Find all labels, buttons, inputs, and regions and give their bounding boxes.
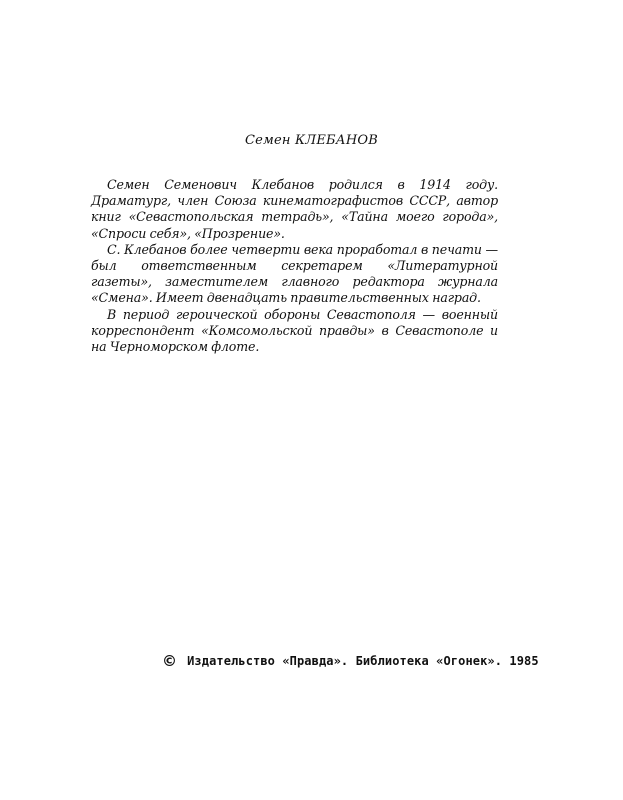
- bio-paragraph-1: Семен Семенович Клебанов родился в 1914 году. Драматург, член Союза кинематографистов СССР, автор книг «Севастопольская тетрадь», «Тайна моего города», «Спроси себя», «Прозрение».: [91, 177, 498, 241]
- author-heading: Семен КЛЕБАНОВ: [245, 133, 378, 148]
- copyright-text: Издательство «Правда». Библиотека «Огонек». 1985: [187, 654, 539, 668]
- copyright-line: [162, 652, 542, 670]
- bio-paragraph-3: В период героической обороны Севастополя — военный корреспондент «Комсомольской правды» в Севастополе и на Черноморском флоте.: [91, 306, 498, 355]
- bio-paragraph-2: С. Клебанов более четверти века проработал в печати — был ответственным секретарем «Литературной газеты», заместителем главного редактора журнала «Смена». Имеет двенадцать правительственных наград.: [91, 241, 498, 306]
- author-biography: [91, 177, 498, 355]
- copyright-symbol: ©: [162, 652, 178, 670]
